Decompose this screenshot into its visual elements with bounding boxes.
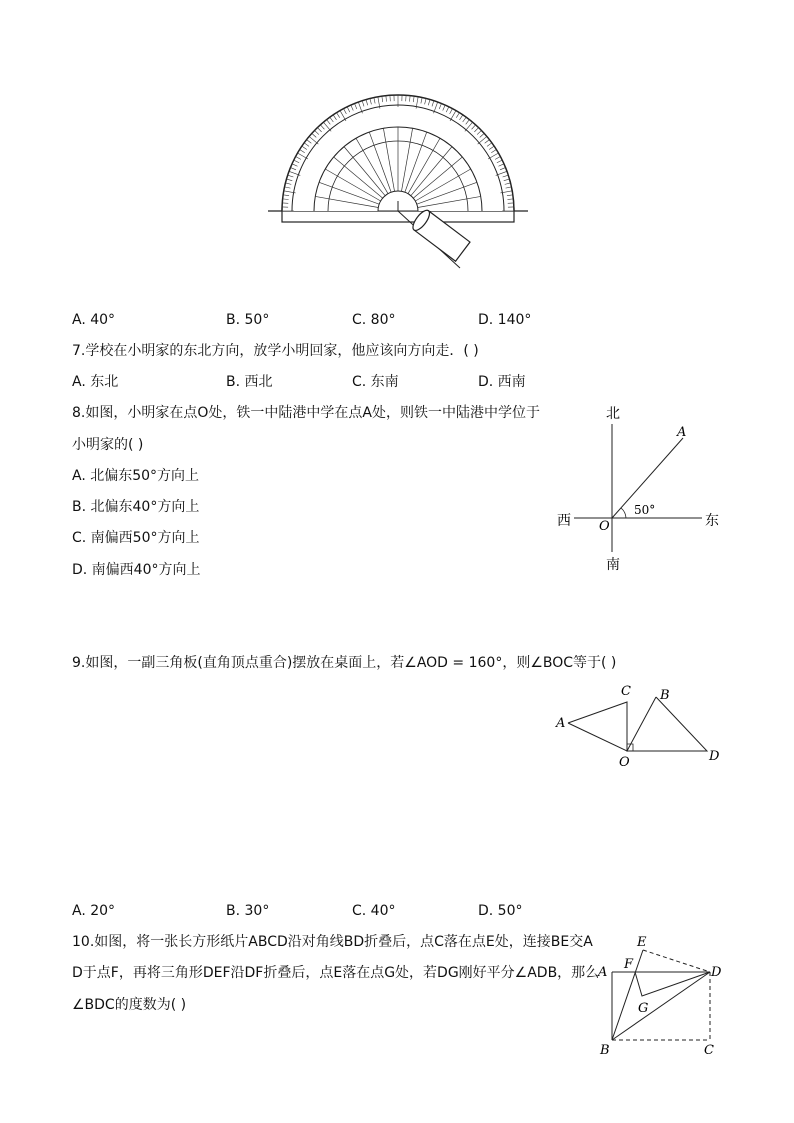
q7-option-b[interactable]: B. 西北 (226, 374, 273, 390)
angle-label: 50° (634, 503, 656, 517)
q6-option-c[interactable]: C. 80° (352, 312, 396, 328)
q9-stem: 9.如图，一副三角板(直角顶点重合)摆放在桌面上，若∠AOD = 160°，则∠BOC等于( ) (72, 655, 617, 671)
q9-point-c: C (621, 684, 631, 699)
q9-point-a: A (556, 716, 566, 731)
point-a-label: A (677, 425, 687, 440)
q10-point-g: G (638, 1001, 649, 1016)
point-o-label: O (599, 519, 610, 534)
q10-stem-line3: ∠BDC的度数为( ) (72, 997, 187, 1013)
q8-stem-line1: 8.如图，小明家在点O处，铁一中陆港中学在点A处，则铁一中陆港中学位于 (72, 405, 540, 421)
q7-option-d[interactable]: D. 西南 (478, 374, 526, 390)
q9-point-o: O (619, 755, 630, 770)
q9-option-c[interactable]: C. 40° (352, 903, 396, 919)
q10-point-c: C (704, 1043, 714, 1058)
q8-option-a[interactable]: A. 北偏东50°方向上 (72, 468, 200, 484)
q10-point-f: F (624, 957, 634, 972)
q9-triangles-figure (552, 680, 732, 772)
q9-option-d[interactable]: D. 50° (478, 903, 523, 919)
q6-option-b[interactable]: B. 50° (226, 312, 270, 328)
q9-option-a[interactable]: A. 20° (72, 903, 116, 919)
q9-point-b: B (660, 688, 670, 703)
q7-option-c[interactable]: C. 东南 (352, 374, 399, 390)
q10-stem-line1: 10.如图，将一张长方形纸片ABCD沿对角线BD折叠后，点C落在点E处，连接BE交A (72, 934, 593, 950)
q7-stem: 7.学校在小明家的东北方向，放学小明回家，他应该向方向走．( ) (72, 343, 479, 359)
q10-point-a: A (598, 965, 608, 980)
q9-option-b[interactable]: B. 30° (226, 903, 270, 919)
q10-fold-figure (590, 930, 730, 1058)
q10-stem-line2: D于点F，再将三角形DEF沿DF折叠后，点E落在点G处，若DG刚好平分∠ADB，那么 (72, 965, 600, 981)
q10-point-b: B (600, 1043, 610, 1058)
west-label: 西 (557, 513, 571, 529)
q8-option-c[interactable]: C. 南偏西50°方向上 (72, 530, 200, 546)
q8-option-b[interactable]: B. 北偏东40°方向上 (72, 499, 200, 515)
q8-stem-line2: 小明家的( ) (72, 437, 144, 453)
q6-option-a[interactable]: A. 40° (72, 312, 116, 328)
north-label: 北 (606, 406, 620, 422)
q9-point-d: D (709, 749, 720, 764)
q7-option-a[interactable]: A. 东北 (72, 374, 119, 390)
q8-compass-figure (552, 402, 732, 577)
east-label: 东 (705, 513, 719, 529)
q10-point-d: D (711, 965, 722, 980)
q10-point-e: E (637, 935, 647, 950)
q6-option-d[interactable]: D. 140° (478, 312, 532, 328)
protractor-figure (262, 90, 532, 275)
q8-option-d[interactable]: D. 南偏西40°方向上 (72, 562, 201, 578)
south-label: 南 (606, 557, 620, 573)
